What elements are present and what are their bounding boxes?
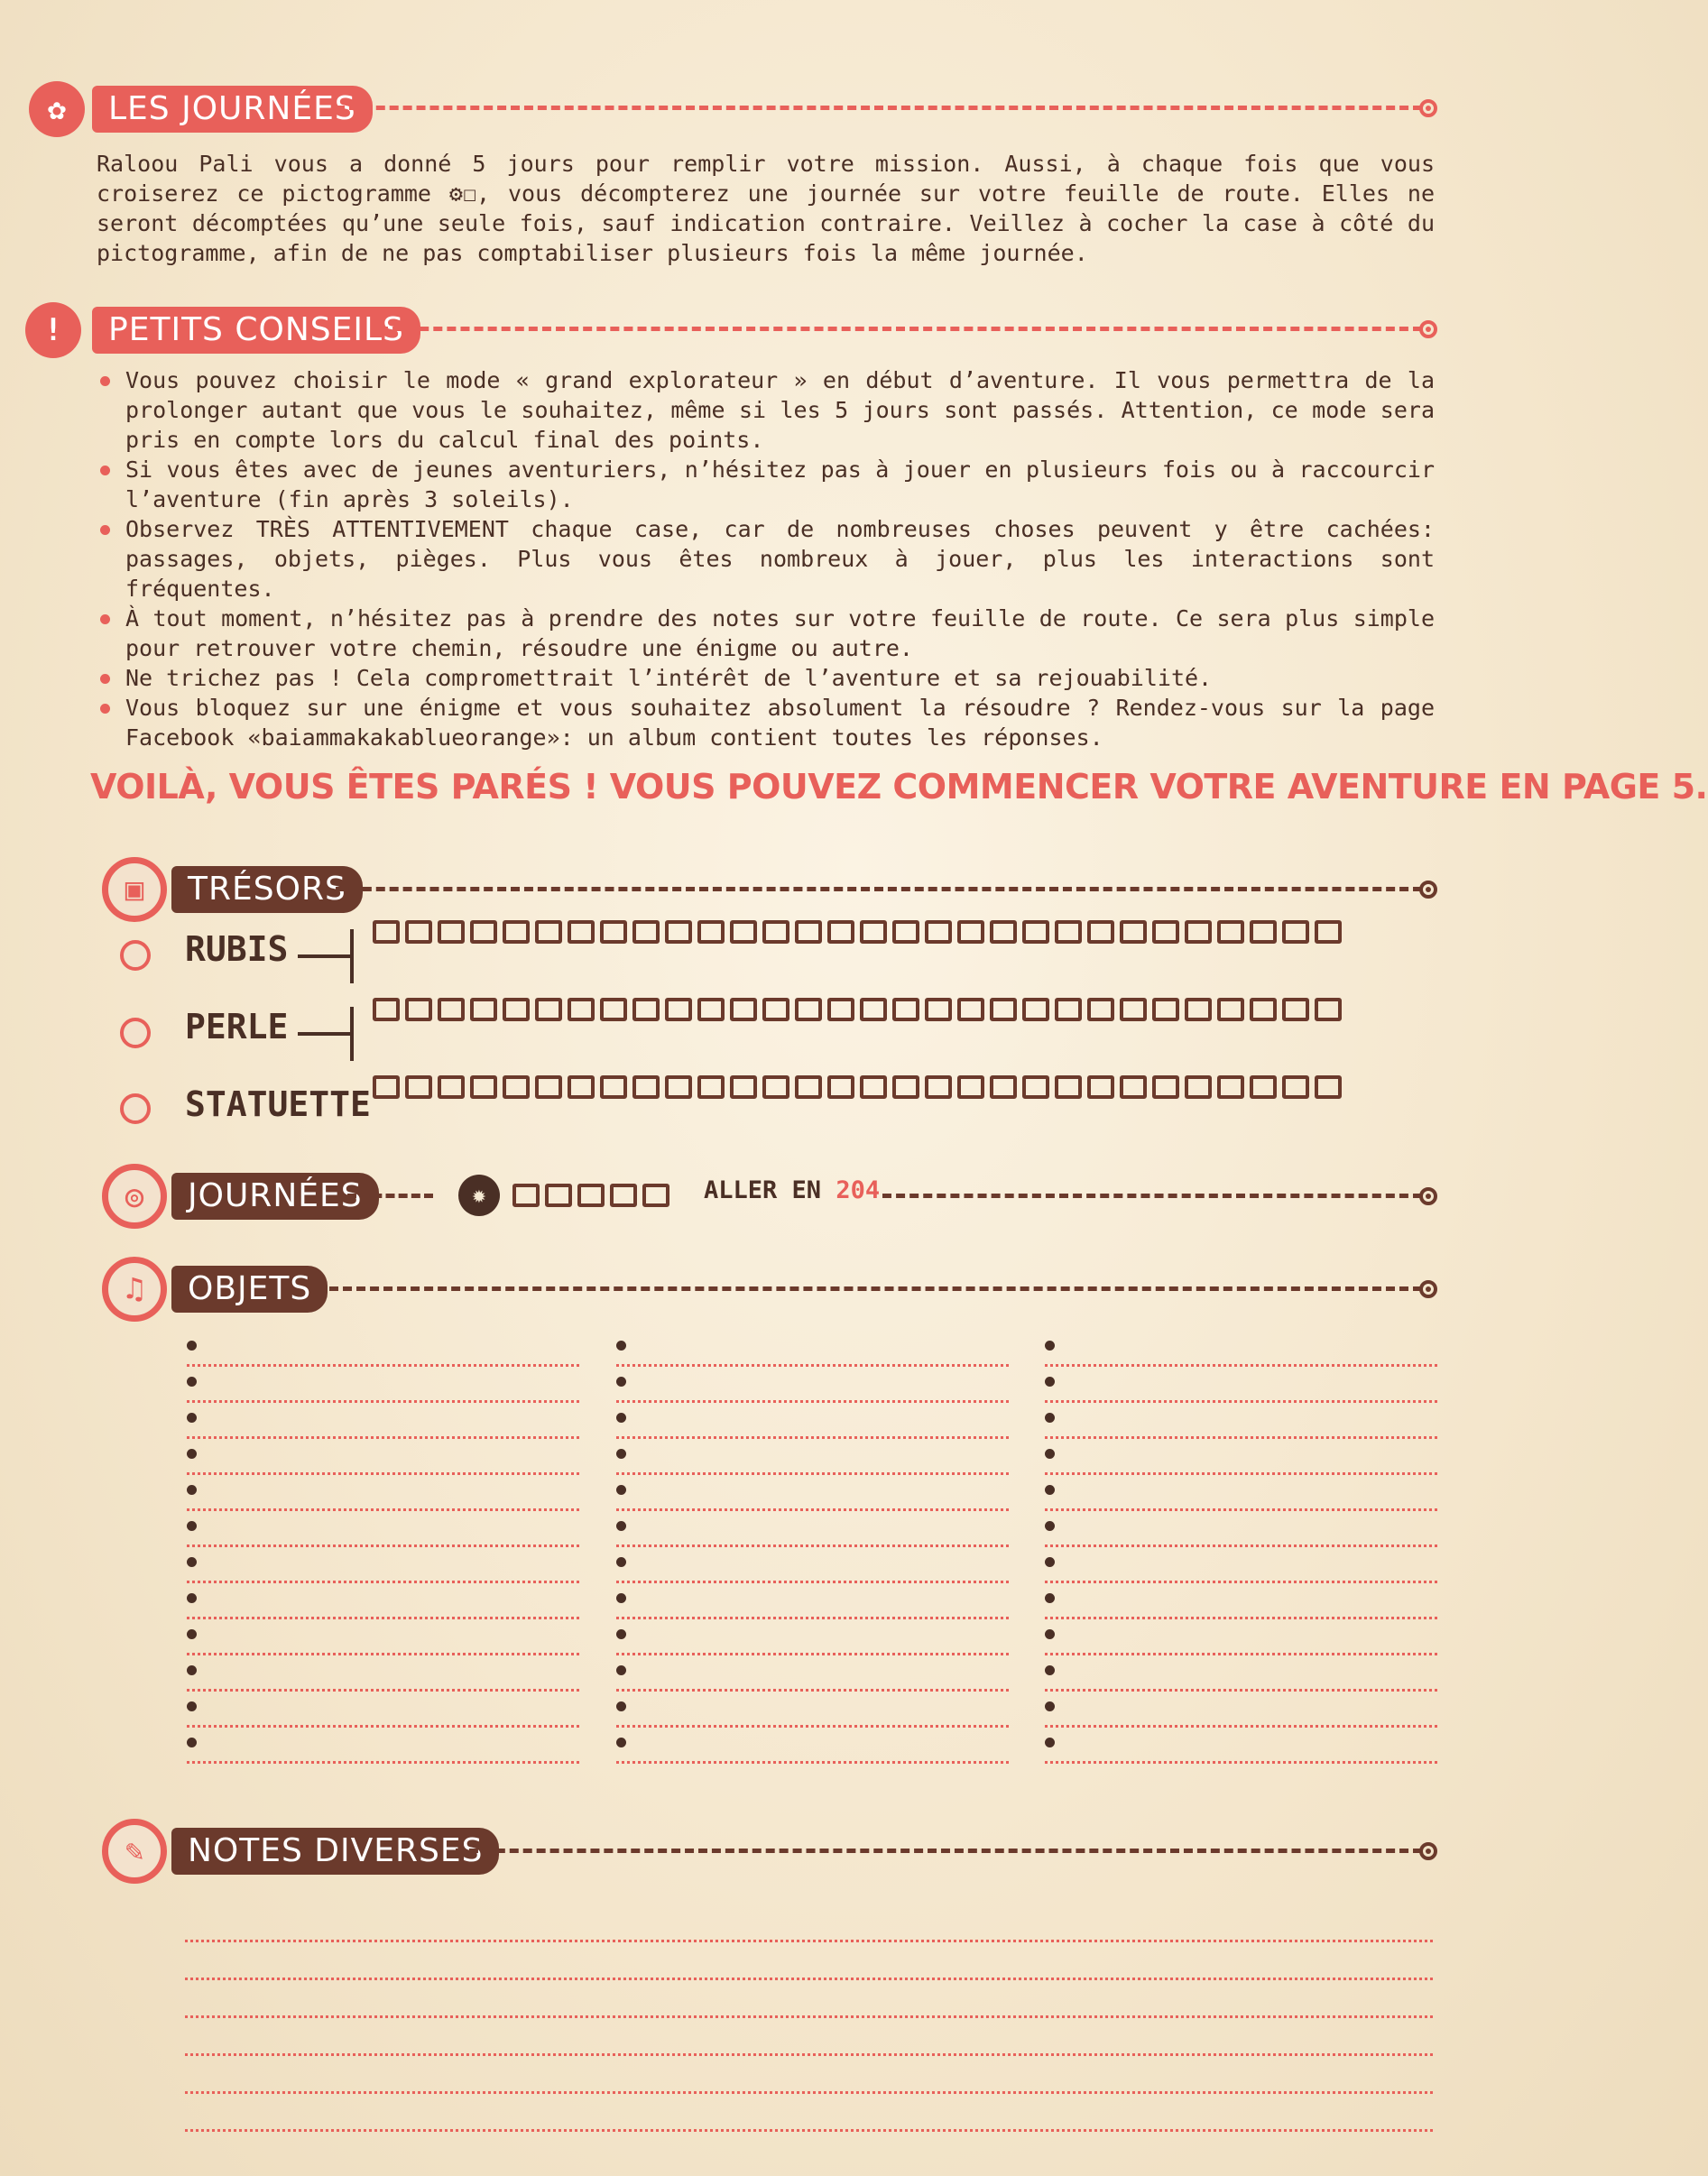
tresor-checkbox[interactable]	[1022, 920, 1049, 944]
objets-section-header	[0, 1257, 1519, 1311]
exclamation-icon: !	[25, 302, 81, 358]
tresor-checkbox[interactable]	[632, 1075, 660, 1099]
objet-bullet	[187, 1521, 197, 1531]
objet-bullet	[1045, 1413, 1055, 1423]
conseils-list	[97, 365, 1435, 752]
objet-write-line[interactable]	[187, 1400, 579, 1403]
tresor-checkbox[interactable]	[1250, 920, 1277, 944]
objet-write-line[interactable]	[1045, 1689, 1437, 1692]
tresors-section-header	[0, 857, 1519, 911]
tresor-checkbox[interactable]	[1185, 1075, 1212, 1099]
list-item: À tout moment, n’hésitez pas à prendre des notes sur votre feuille de route. Ce sera plus simple pour retrouver votre chemin, résoudre une énigme ou autre.	[97, 604, 1435, 663]
tresor-checkbox[interactable]	[1217, 1075, 1244, 1099]
tresor-checkbox[interactable]	[535, 920, 562, 944]
puzzle-icon: ✿	[29, 81, 85, 137]
objet-write-line[interactable]	[616, 1689, 1009, 1692]
objet-write-line[interactable]	[187, 1653, 579, 1655]
line-end-icon	[1419, 1842, 1437, 1860]
day-checkbox[interactable]	[610, 1184, 637, 1207]
tresor-checkbox[interactable]	[568, 920, 595, 944]
tresor-checkbox[interactable]	[697, 920, 725, 944]
tresor-checkbox[interactable]	[925, 1075, 952, 1099]
tresor-checkbox[interactable]	[438, 920, 465, 944]
tresor-checkbox[interactable]	[892, 998, 919, 1021]
objet-write-line[interactable]	[1045, 1472, 1437, 1475]
tresor-checkbox[interactable]	[503, 998, 530, 1021]
tresor-checkbox[interactable]	[730, 998, 757, 1021]
objet-write-line[interactable]	[187, 1472, 579, 1475]
tresor-checkbox[interactable]	[925, 920, 952, 944]
day-checkbox[interactable]	[577, 1184, 605, 1207]
tresor-checkbox[interactable]	[438, 998, 465, 1021]
tresor-checkbox[interactable]	[1315, 998, 1342, 1021]
objet-bullet	[1045, 1377, 1055, 1387]
note-write-line[interactable]	[185, 2091, 1433, 2094]
tresor-checkbox[interactable]	[1055, 998, 1082, 1021]
objet-write-line[interactable]	[616, 1761, 1009, 1764]
tresor-checkbox[interactable]	[665, 920, 692, 944]
objet-bullet	[616, 1665, 626, 1675]
tresor-checkbox[interactable]	[957, 1075, 984, 1099]
objet-bullet	[187, 1341, 197, 1351]
journees-description: Raloou Pali vous a donné 5 jours pour remplir votre mission. Aussi, à chaque fois que vous croiserez ce pictogramme ⚙☐, vous décompterez une journée sur votre feuille de route. Elles ne seront décomptées qu’une seule fois, sauf indication contraire. Veillez à cocher la case à côté du pictogramme, afin de ne pas comptabiliser plusieurs fois la même journée.	[97, 151, 1435, 266]
tresor-checkbox[interactable]	[827, 1075, 854, 1099]
objet-bullet	[187, 1449, 197, 1459]
conseils-section-header	[0, 302, 1519, 356]
objet-write-line[interactable]	[187, 1761, 579, 1764]
objet-write-line[interactable]	[1045, 1364, 1437, 1367]
tresor-checkbox[interactable]	[405, 920, 432, 944]
tresor-checkbox[interactable]	[1055, 920, 1082, 944]
objet-write-line[interactable]	[187, 1508, 579, 1511]
tresor-checkbox[interactable]	[762, 1075, 789, 1099]
objet-bullet	[1045, 1485, 1055, 1495]
tresor-checkbox[interactable]	[1022, 998, 1049, 1021]
tresor-checkbox[interactable]	[860, 998, 887, 1021]
objet-write-line[interactable]	[616, 1544, 1009, 1547]
tresor-checkbox[interactable]	[1087, 1075, 1114, 1099]
list-item: Vous bloquez sur une énigme et vous souhaitez absolument la résoudre ? Rendez-vous sur la page Facebook «baiammakakablueorange»: un album contient toutes les réponses.	[97, 693, 1435, 752]
start-banner: VOILÀ, VOUS ÊTES PARÉS ! VOUS POUVEZ COMMENCER VOTRE AVENTURE EN PAGE 5.	[90, 767, 1708, 807]
tresor-checkbox[interactable]	[568, 1075, 595, 1099]
objet-bullet	[1045, 1557, 1055, 1567]
tresor-name: STATUETTE	[185, 1084, 371, 1124]
objet-bullet	[187, 1738, 197, 1747]
tresor-checkbox[interactable]	[762, 998, 789, 1021]
objet-bullet	[187, 1593, 197, 1603]
tresor-checkbox[interactable]	[1217, 998, 1244, 1021]
objet-write-line[interactable]	[616, 1400, 1009, 1403]
objet-write-line[interactable]	[187, 1364, 579, 1367]
rubis-checkboxes	[373, 920, 1442, 944]
tresor-checkbox[interactable]	[1250, 1075, 1277, 1099]
objet-write-line[interactable]	[1045, 1436, 1437, 1439]
tresor-checkbox[interactable]	[1120, 920, 1147, 944]
days-checkboxes	[512, 1184, 693, 1207]
objet-bullet	[187, 1629, 197, 1639]
tresor-checkbox[interactable]	[632, 998, 660, 1021]
line-end-icon	[1419, 1280, 1437, 1298]
line-end-icon	[1419, 99, 1437, 117]
tresor-checkbox[interactable]	[438, 1075, 465, 1099]
objet-write-line[interactable]	[1045, 1761, 1437, 1764]
objet-write-line[interactable]	[1045, 1653, 1437, 1655]
tresor-checkbox[interactable]	[795, 1075, 822, 1099]
tresor-checkbox[interactable]	[697, 998, 725, 1021]
tresor-checkbox[interactable]	[1152, 998, 1179, 1021]
list-item: Si vous êtes avec de jeunes aventuriers, n’hésitez pas à jouer en plusieurs fois ou à raccourcir l’aventure (fin après 3 soleils).	[97, 455, 1435, 514]
pearl-icon	[120, 1018, 151, 1048]
tresor-checkbox[interactable]	[600, 998, 627, 1021]
objet-bullet	[616, 1449, 626, 1459]
tresor-checkbox[interactable]	[1120, 1075, 1147, 1099]
objet-write-line[interactable]	[616, 1617, 1009, 1619]
page-number: 204	[836, 1176, 881, 1204]
tresor-checkbox[interactable]	[1315, 1075, 1342, 1099]
tresor-checkbox[interactable]	[1055, 1075, 1082, 1099]
objet-write-line[interactable]	[1045, 1725, 1437, 1728]
objet-bullet	[616, 1413, 626, 1423]
day-checkbox[interactable]	[642, 1184, 669, 1207]
tresor-checkbox[interactable]	[730, 920, 757, 944]
objet-bullet	[1045, 1738, 1055, 1747]
statuette-checkboxes	[373, 1075, 1442, 1099]
objet-bullet	[616, 1557, 626, 1567]
day-checkbox[interactable]	[545, 1184, 572, 1207]
objet-bullet	[1045, 1593, 1055, 1603]
compass-icon: ◎	[102, 1164, 167, 1229]
objets-column	[187, 1342, 579, 1775]
tresor-checkbox[interactable]	[1282, 920, 1309, 944]
tresor-checkbox[interactable]	[1087, 998, 1114, 1021]
tresor-checkbox[interactable]	[827, 920, 854, 944]
objet-bullet	[616, 1593, 626, 1603]
tresor-checkbox[interactable]	[860, 920, 887, 944]
notes-section-header	[0, 1819, 1519, 1873]
objet-write-line[interactable]	[1045, 1544, 1437, 1547]
note-write-line[interactable]	[185, 2129, 1433, 2132]
objet-write-line[interactable]	[616, 1436, 1009, 1439]
sun-icon: ✹	[458, 1175, 500, 1216]
objet-write-line[interactable]	[187, 1581, 579, 1583]
objet-bullet	[616, 1341, 626, 1351]
journees-section-header	[0, 81, 1519, 135]
objet-write-line[interactable]	[187, 1544, 579, 1547]
tresor-checkbox[interactable]	[665, 1075, 692, 1099]
objet-bullet	[616, 1701, 626, 1711]
line-end-icon	[1419, 320, 1437, 338]
tresor-checkbox[interactable]	[1250, 998, 1277, 1021]
list-item: Vous pouvez choisir le mode « grand explorateur » en début d’aventure. Il vous permettra de la prolonger autant que vous le souhaitez, même si les 5 jours sont passés. Attention, ce mode sera pris en compte lors du calcul final des points.	[97, 365, 1435, 455]
note-write-line[interactable]	[185, 1940, 1433, 1942]
tresor-checkbox[interactable]	[665, 998, 692, 1021]
journees-tracker-header	[0, 1164, 1519, 1218]
tresor-checkbox[interactable]	[568, 998, 595, 1021]
objet-bullet	[187, 1377, 197, 1387]
objet-write-line[interactable]	[1045, 1617, 1437, 1619]
tresor-checkbox[interactable]	[795, 998, 822, 1021]
tresor-checkbox[interactable]	[957, 998, 984, 1021]
objet-bullet	[616, 1521, 626, 1531]
tresor-checkbox[interactable]	[1315, 920, 1342, 944]
objet-write-line[interactable]	[1045, 1508, 1437, 1511]
objet-bullet	[1045, 1665, 1055, 1675]
tresor-checkbox[interactable]	[373, 920, 400, 944]
tresor-checkbox[interactable]	[1282, 1075, 1309, 1099]
objet-write-line[interactable]	[187, 1617, 579, 1619]
objet-bullet	[187, 1485, 197, 1495]
list-item: Observez TRÈS ATTENTIVEMENT chaque case, car de nombreuses choses peuvent y être cachées: passages, objets, pièges. Plus vous êtes nombreux à jouer, plus les interactions sont fréquentes.	[97, 514, 1435, 604]
tresor-checkbox[interactable]	[1087, 920, 1114, 944]
objet-write-line[interactable]	[616, 1581, 1009, 1583]
tresor-checkbox[interactable]	[405, 998, 432, 1021]
perle-checkboxes	[373, 998, 1442, 1021]
objet-bullet	[1045, 1449, 1055, 1459]
objet-bullet	[1045, 1629, 1055, 1639]
objet-write-line[interactable]	[616, 1364, 1009, 1367]
objet-bullet	[1045, 1341, 1055, 1351]
day-checkbox[interactable]	[512, 1184, 540, 1207]
tresor-checkbox[interactable]	[535, 1075, 562, 1099]
tresor-name: RUBIS	[185, 929, 289, 969]
objet-bullet	[1045, 1521, 1055, 1531]
objet-bullet	[616, 1485, 626, 1495]
tresor-checkbox[interactable]	[470, 920, 497, 944]
tresor-checkbox[interactable]	[1120, 998, 1147, 1021]
tresor-checkbox[interactable]	[990, 1075, 1017, 1099]
tresor-checkbox[interactable]	[990, 920, 1017, 944]
notes-section-title: NOTES DIVERSES	[171, 1828, 499, 1875]
objets-column	[1045, 1342, 1437, 1775]
list-item: Ne trichez pas ! Cela compromettrait l’intérêt de l’aventure et sa rejouabilité.	[97, 663, 1435, 693]
tresor-checkbox[interactable]	[600, 920, 627, 944]
tresors-section-title: TRÉSORS	[171, 866, 363, 913]
objet-bullet	[187, 1701, 197, 1711]
objet-bullet	[187, 1665, 197, 1675]
note-write-line[interactable]	[185, 2015, 1433, 2018]
tresor-checkbox[interactable]	[1185, 998, 1212, 1021]
tresor-checkbox[interactable]	[860, 1075, 887, 1099]
objet-bullet	[187, 1557, 197, 1567]
tresor-checkbox[interactable]	[957, 920, 984, 944]
objet-bullet	[616, 1377, 626, 1387]
bell-icon: ♫	[102, 1257, 167, 1322]
tresor-checkbox[interactable]	[827, 998, 854, 1021]
objet-bullet	[616, 1738, 626, 1747]
tresor-checkbox[interactable]	[470, 998, 497, 1021]
objet-bullet	[187, 1413, 197, 1423]
tresor-checkbox[interactable]	[503, 920, 530, 944]
tresor-checkbox[interactable]	[990, 998, 1017, 1021]
statuette-icon	[120, 1093, 151, 1124]
line-end-icon	[1419, 1187, 1437, 1205]
journees-tracker-title: JOURNÉES	[171, 1173, 379, 1220]
objet-bullet	[616, 1629, 626, 1639]
tresor-checkbox[interactable]	[373, 998, 400, 1021]
note-write-line[interactable]	[185, 1978, 1433, 1980]
tresor-checkbox[interactable]	[503, 1075, 530, 1099]
objet-write-line[interactable]	[616, 1508, 1009, 1511]
tresor-checkbox[interactable]	[697, 1075, 725, 1099]
treasure-chest-icon: ▣	[102, 857, 167, 922]
objets-section-title: OBJETS	[171, 1266, 328, 1313]
tresor-checkbox[interactable]	[795, 920, 822, 944]
tresor-checkbox[interactable]	[373, 1075, 400, 1099]
tresor-checkbox[interactable]	[1282, 998, 1309, 1021]
tresor-checkbox[interactable]	[1185, 920, 1212, 944]
objet-write-line[interactable]	[616, 1653, 1009, 1655]
notepad-icon: ✎	[102, 1819, 167, 1884]
tresor-checkbox[interactable]	[600, 1075, 627, 1099]
conseils-section-title: PETITS CONSEILS	[92, 307, 420, 354]
tresor-checkbox[interactable]	[632, 920, 660, 944]
note-write-line[interactable]	[185, 2053, 1433, 2056]
tresor-checkbox[interactable]	[892, 920, 919, 944]
objet-write-line[interactable]	[187, 1725, 579, 1728]
line-end-icon	[1419, 881, 1437, 899]
tresor-checkbox[interactable]	[405, 1075, 432, 1099]
objet-write-line[interactable]	[187, 1689, 579, 1692]
tresor-checkbox[interactable]	[892, 1075, 919, 1099]
tresor-checkbox[interactable]	[1152, 920, 1179, 944]
tresor-checkbox[interactable]	[535, 998, 562, 1021]
tresor-checkbox[interactable]	[1022, 1075, 1049, 1099]
objet-write-line[interactable]	[616, 1725, 1009, 1728]
tresor-checkbox[interactable]	[1217, 920, 1244, 944]
journees-section-title: LES JOURNÉES	[92, 86, 373, 133]
ruby-icon	[120, 940, 151, 971]
objet-write-line[interactable]	[616, 1472, 1009, 1475]
tresor-checkbox[interactable]	[925, 998, 952, 1021]
objet-write-line[interactable]	[187, 1436, 579, 1439]
tresor-name: PERLE	[185, 1007, 289, 1047]
objet-bullet	[1045, 1701, 1055, 1711]
go-to-instruction: ALLER EN 204.	[704, 1176, 895, 1204]
tresor-checkbox[interactable]	[470, 1075, 497, 1099]
tresor-checkbox[interactable]	[762, 920, 789, 944]
objet-write-line[interactable]	[1045, 1581, 1437, 1583]
objets-column	[616, 1342, 1009, 1775]
tresor-checkbox[interactable]	[730, 1075, 757, 1099]
objet-write-line[interactable]	[1045, 1400, 1437, 1403]
tresor-checkbox[interactable]	[1152, 1075, 1179, 1099]
